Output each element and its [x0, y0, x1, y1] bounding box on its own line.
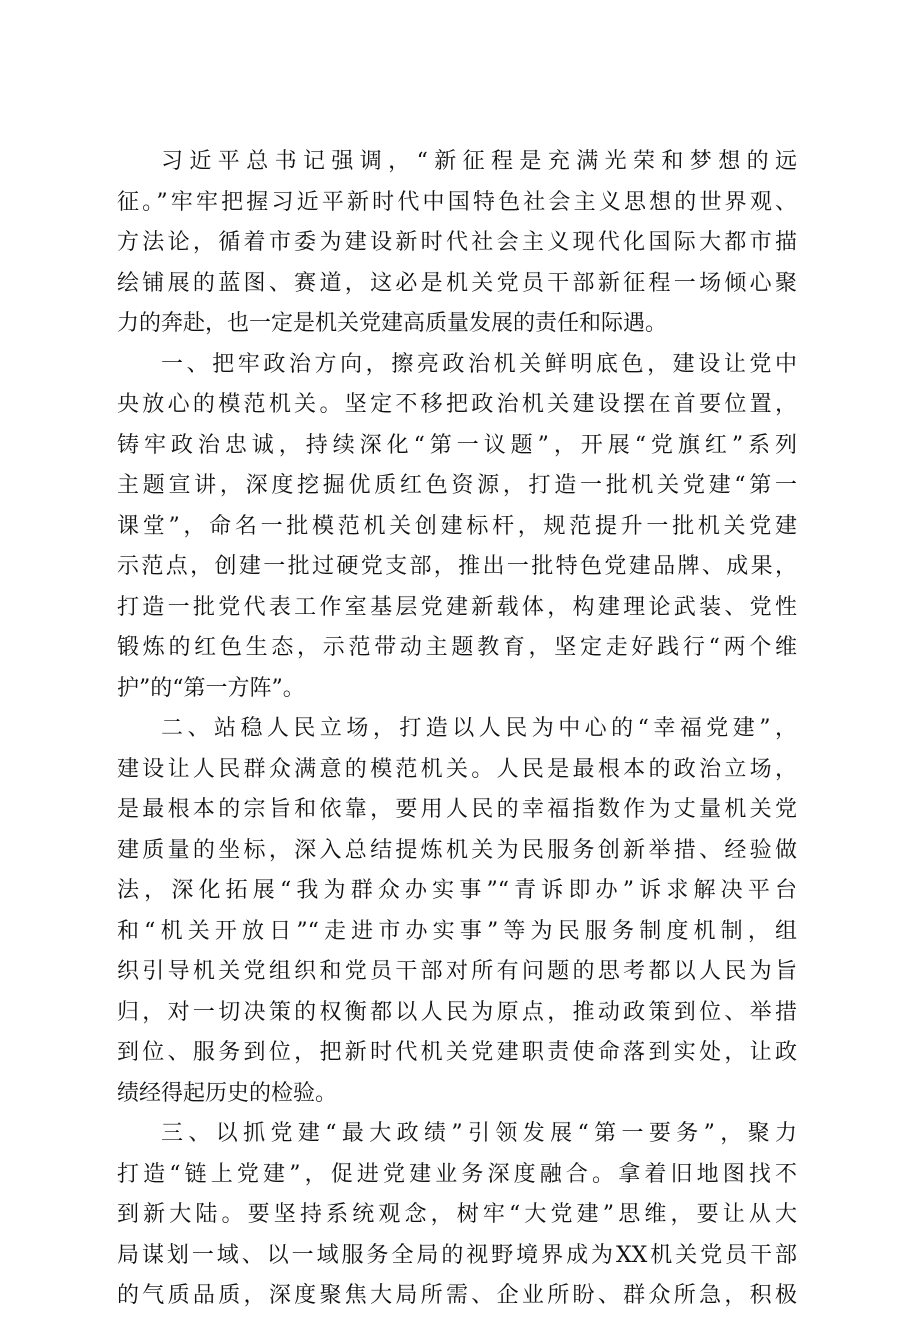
text-line: 方法论，循着市委为建设新时代社会主义现代化国际大都市描 [117, 230, 797, 255]
text-line: 习近平总书记强调，“新征程是充满光荣和梦想的远 [161, 149, 797, 174]
text-line: 一、把牢政治方向，擦亮政治机关鲜明底色，建设让党中 [161, 351, 797, 377]
text-line: 是最根本的宗旨和依靠，要用人民的幸福指数作为丈量机关党 [117, 797, 797, 822]
text-line: 绘铺展的蓝图、赛道，这必是机关党员干部新征程一场倾心聚 [117, 270, 797, 296]
text-line: 护”的“第一方阵”。 [117, 675, 305, 701]
text-line: 打造“链上党建”，促进党建业务深度融合。拿着旧地图找不 [117, 1161, 797, 1187]
text-line: 锻炼的红色生态，示范带动主题教育，坚定走好践行“两个维 [117, 635, 797, 660]
text-line: 绩经得起历史的检验。 [117, 1080, 338, 1106]
text-line: 建质量的坐标，深入总结提炼机关为民服务创新举措、经验做 [117, 837, 797, 863]
text-line: 局谋划一域、以一域服务全局的视野境界成为XX机关党员干部 [117, 1242, 797, 1268]
text-line: 央放心的模范机关。坚定不移把政治机关建设摆在首要位置， [117, 392, 797, 417]
text-line: 铸牢政治忠诚，持续深化“第一议题”，开展“党旗红”系列 [117, 432, 797, 458]
text-line: 和“机关开放日”“走进市办实事”等为民服务制度机制，组 [117, 918, 797, 944]
text-line: 归，对一切决策的权衡都以人民为原点，推动政策到位、举措 [117, 999, 797, 1025]
text-line: 力的奔赴，也一定是机关党建高质量发展的责任和际遇。 [117, 311, 668, 336]
text-line: 二、站稳人民立场，打造以人民为中心的“幸福党建”， [161, 716, 797, 741]
text-line: 织引导机关党组织和党员干部对所有问题的思考都以人民为旨 [117, 959, 797, 984]
body-text [117, 142, 797, 1317]
text-line: 主题宣讲，深度挖掘优质红色资源，打造一批机关党建“第一 [117, 473, 797, 498]
text-line: 示范点，创建一批过硬党支部，推出一批特色党建品牌、成果， [117, 554, 797, 579]
text-line: 法，深化拓展“我为群众办实事”“青诉即办”诉求解决平台 [117, 878, 797, 903]
text-line: 三、以抓党建“最大政绩”引领发展“第一要务”，聚力 [161, 1121, 797, 1146]
text-line: 到新大陆。要坚持系统观念，树牢“大党建”思维，要让从大 [117, 1202, 797, 1227]
text-line: 征。”牢牢把握习近平新时代中国特色社会主义思想的世界观、 [117, 189, 797, 215]
text-line: 课堂”，命名一批模范机关创建标杆，规范提升一批机关党建 [117, 513, 797, 539]
text-line: 的气质品质，深度聚焦大局所需、企业所盼、群众所急，积极 [117, 1283, 797, 1308]
text-line: 建设让人民群众满意的模范机关。人民是最根本的政治立场， [117, 756, 797, 782]
text-line: 到位、服务到位，把新时代机关党建职责使命落到实处，让政 [117, 1040, 797, 1065]
text-line: 打造一批党代表工作室基层党建新载体，构建理论武装、党性 [117, 594, 797, 620]
